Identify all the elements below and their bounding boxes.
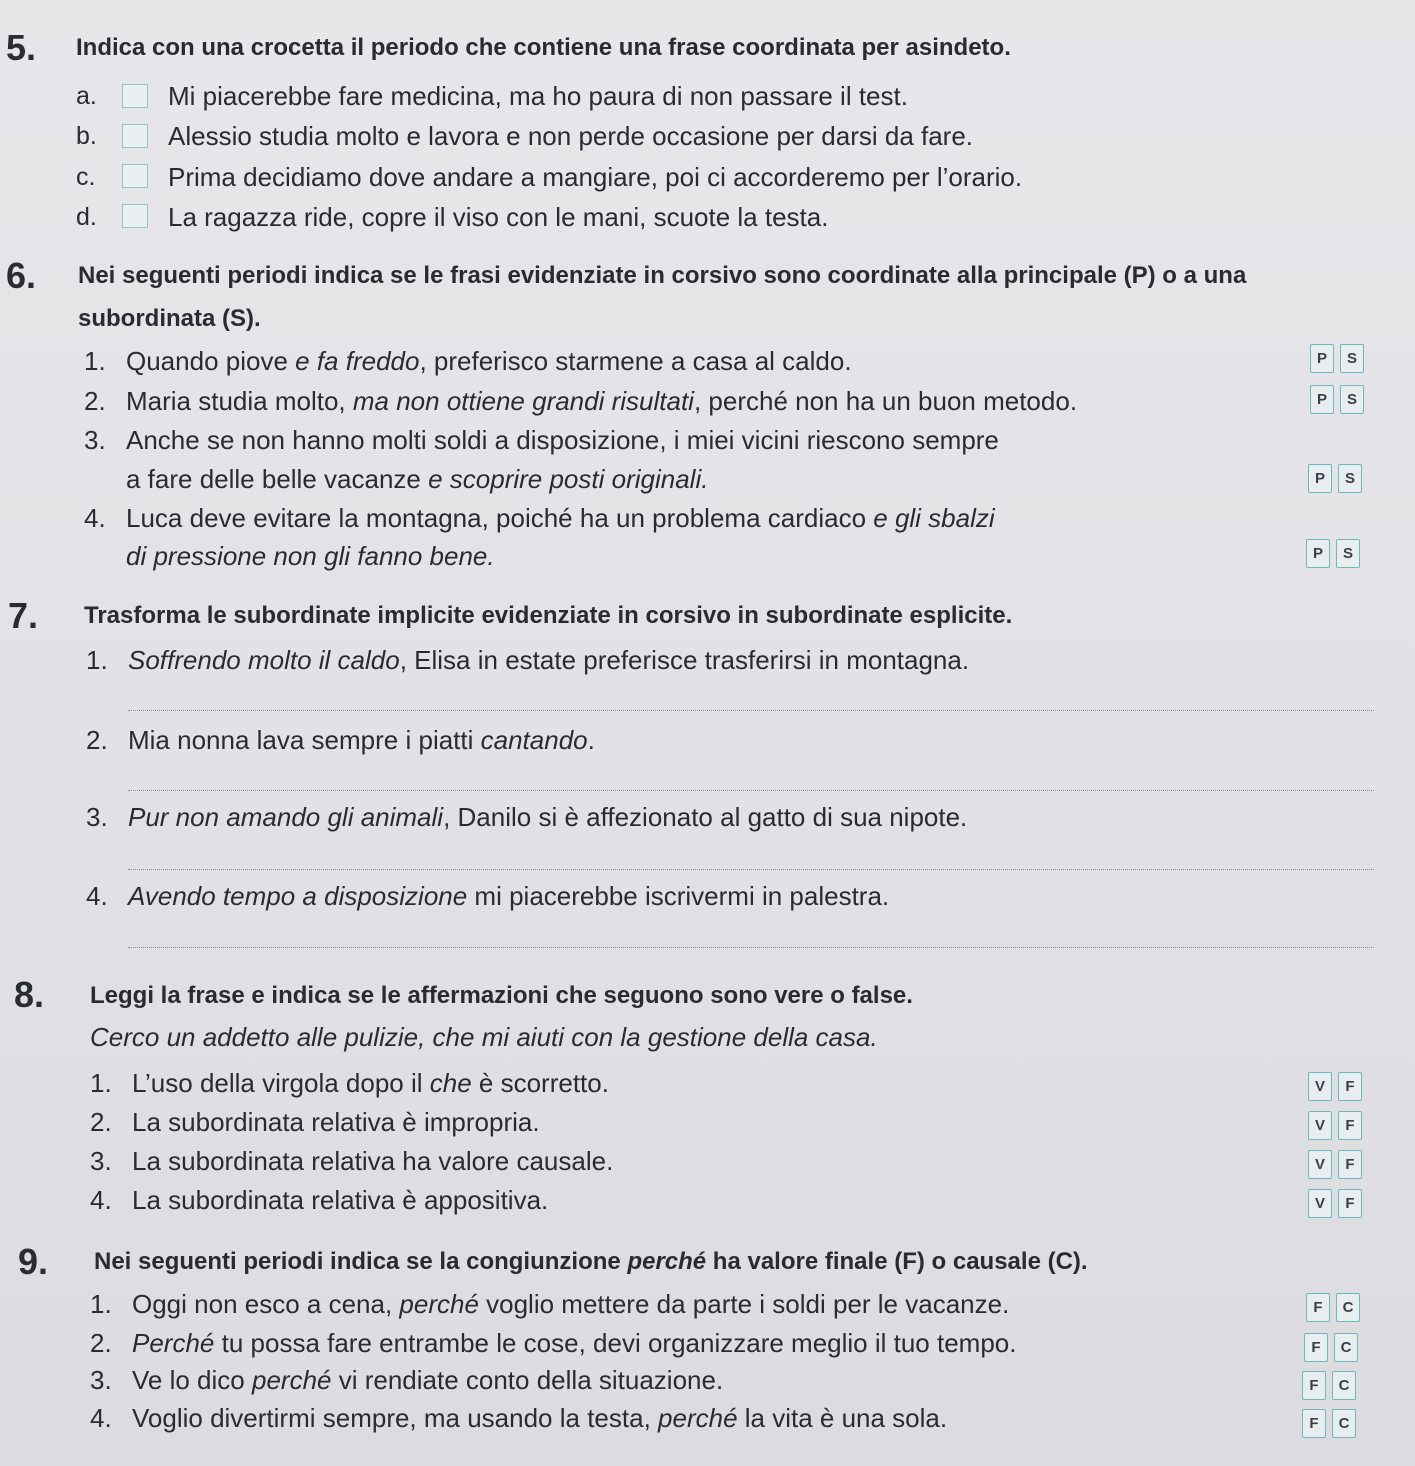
choice-f-button[interactable]: F [1338,1150,1362,1179]
exercise-7-title: Trasforma le subordinate implicite evidenziate in corsivo in subordinate esplicite. [84,602,1013,629]
choice-f-button[interactable]: F [1338,1072,1362,1101]
exercise-7-number: 7. [8,595,39,636]
ex7-item-1: 1. Soffrendo molto il caldo, Elisa in estate preferisce trasferirsi in montagna. [86,645,970,675]
ex5-option-b: Alessio studia molto e lavora e non perde occasione per darsi da fare. [168,121,974,151]
ex5-label-d: d. [76,203,97,231]
ex8-item-2-choices [1308,1111,1362,1140]
ex8-item-4: 4. La subordinata relativa è appositiva. [90,1185,549,1215]
ex8-item-3: 3. La subordinata relativa ha valore causale. [90,1146,614,1176]
exercise-6-title-line2: subordinata (S). [78,305,261,332]
choice-f-button[interactable]: F [1338,1111,1362,1140]
choice-p-button[interactable]: P [1308,464,1332,493]
exercise-9-title: Nei seguenti periodi indica se la congiunzione perché ha valore finale (F) o causale (C). [94,1248,1088,1275]
choice-v-button[interactable]: V [1308,1189,1332,1218]
ex9-item-3: 3. Ve lo dico perché vi rendiate conto della situazione. [90,1365,724,1395]
choice-f-button[interactable]: F [1302,1409,1326,1438]
ex6-item-3-line2: a fare delle belle vacanze e scoprire posti originali. [126,464,709,494]
ex5-checkbox-a[interactable] [122,84,148,108]
choice-p-button[interactable]: P [1306,539,1330,568]
exercise-6-title-line1: Nei seguenti periodi indica se le frasi evidenziate in corsivo sono coordinate alla principale (P) o a una [78,262,1247,289]
choice-p-button[interactable]: P [1310,344,1334,373]
ex5-label-a: a. [76,82,97,110]
ex6-item-3-choices [1308,464,1362,493]
ex8-item-3-choices [1308,1150,1362,1179]
ex5-checkbox-b[interactable] [122,124,148,148]
ex6-item-1: 1. Quando piove e fa freddo, preferisco starmene a casa al caldo. [84,346,852,376]
choice-v-button[interactable]: V [1308,1111,1332,1140]
choice-c-button[interactable]: C [1332,1371,1356,1400]
choice-f-button[interactable]: F [1304,1333,1328,1362]
ex8-item-2: 2. La subordinata relativa è impropria. [90,1107,540,1137]
ex8-item-1: 1. L’uso della virgola dopo il che è scorretto. [90,1068,609,1098]
ex9-item-2-choices [1304,1333,1358,1362]
ex8-item-4-choices [1308,1189,1362,1218]
choice-c-button[interactable]: C [1332,1409,1356,1438]
choice-f-button[interactable]: F [1306,1293,1330,1322]
ex8-sentence: Cerco un addetto alle pulizie, che mi aiuti con la gestione della casa. [90,1022,878,1052]
exercise-8-title: Leggi la frase e indica se le affermazioni che seguono sono vere o false. [90,982,913,1009]
ex9-item-1: 1. Oggi non esco a cena, perché voglio mettere da parte i soldi per le vacanze. [90,1289,1010,1319]
ex7-item-4: 4. Avendo tempo a disposizione mi piacerebbe iscrivermi in palestra. [86,881,890,911]
choice-f-button[interactable]: F [1338,1189,1362,1218]
ex5-checkbox-d[interactable] [122,204,148,228]
choice-c-button[interactable]: C [1334,1333,1358,1362]
exercise-5-title: Indica con una crocetta il periodo che contiene una frase coordinata per asindeto. [76,34,1011,61]
exercise-5-number: 5. [6,27,37,68]
ex5-option-c: Prima decidiamo dove andare a mangiare, poi ci accorderemo per l’orario. [168,162,1023,192]
choice-v-button[interactable]: V [1308,1072,1332,1101]
ex6-item-2: 2. Maria studia molto, ma non ottiene grandi risultati, perché non ha un buon metodo. [84,386,1078,416]
ex6-item-4-line2: di pressione non gli fanno bene. [126,541,495,571]
ex9-item-1-choices [1306,1293,1360,1322]
choice-s-button[interactable]: S [1340,344,1364,373]
ex7-item-2: 2. Mia nonna lava sempre i piatti cantando. [86,725,595,755]
ex6-item-2-choices [1310,385,1364,414]
ex5-option-a: Mi piacerebbe fare medicina, ma ho paura di non passare il test. [168,81,908,111]
exercise-6-number: 6. [6,255,37,296]
choice-v-button[interactable]: V [1308,1150,1332,1179]
ex5-checkbox-c[interactable] [122,164,148,188]
ex6-item-4-choices [1306,539,1360,568]
ex9-item-4: 4. Voglio divertirmi sempre, ma usando la testa, perché la vita è una sola. [90,1403,948,1433]
choice-c-button[interactable]: C [1336,1293,1360,1322]
ex9-item-4-choices [1302,1409,1356,1438]
ex6-item-1-choices [1310,344,1364,373]
ex6-item-3-line1: 3. Anche se non hanno molti soldi a disposizione, i miei vicini riescono sempre [84,425,999,455]
ex7-answer-line-3[interactable] [128,869,1374,870]
choice-s-button[interactable]: S [1336,539,1360,568]
exercise-9-number: 9. [18,1241,49,1282]
ex7-answer-line-1[interactable] [128,710,1374,711]
ex7-item-3: 3. Pur non amando gli animali, Danilo si è affezionato al gatto di sua nipote. [86,802,968,832]
ex5-label-b: b. [76,122,97,150]
ex5-option-d: La ragazza ride, copre il viso con le mani, scuote la testa. [168,202,829,232]
choice-p-button[interactable]: P [1310,385,1334,414]
ex9-item-3-choices [1302,1371,1356,1400]
ex6-item-4-line1: 4. Luca deve evitare la montagna, poiché ha un problema cardiaco e gli sbalzi [84,503,995,533]
choice-s-button[interactable]: S [1338,464,1362,493]
ex5-label-c: c. [76,163,96,191]
choice-s-button[interactable]: S [1340,385,1364,414]
ex9-item-2: 2. Perché tu possa fare entrambe le cose, devi organizzare meglio il tuo tempo. [90,1328,1017,1358]
ex7-answer-line-4[interactable] [128,947,1374,948]
exercise-8-number: 8. [14,974,45,1015]
ex8-item-1-choices [1308,1072,1362,1101]
ex7-answer-line-2[interactable] [128,790,1374,791]
choice-f-button[interactable]: F [1302,1371,1326,1400]
